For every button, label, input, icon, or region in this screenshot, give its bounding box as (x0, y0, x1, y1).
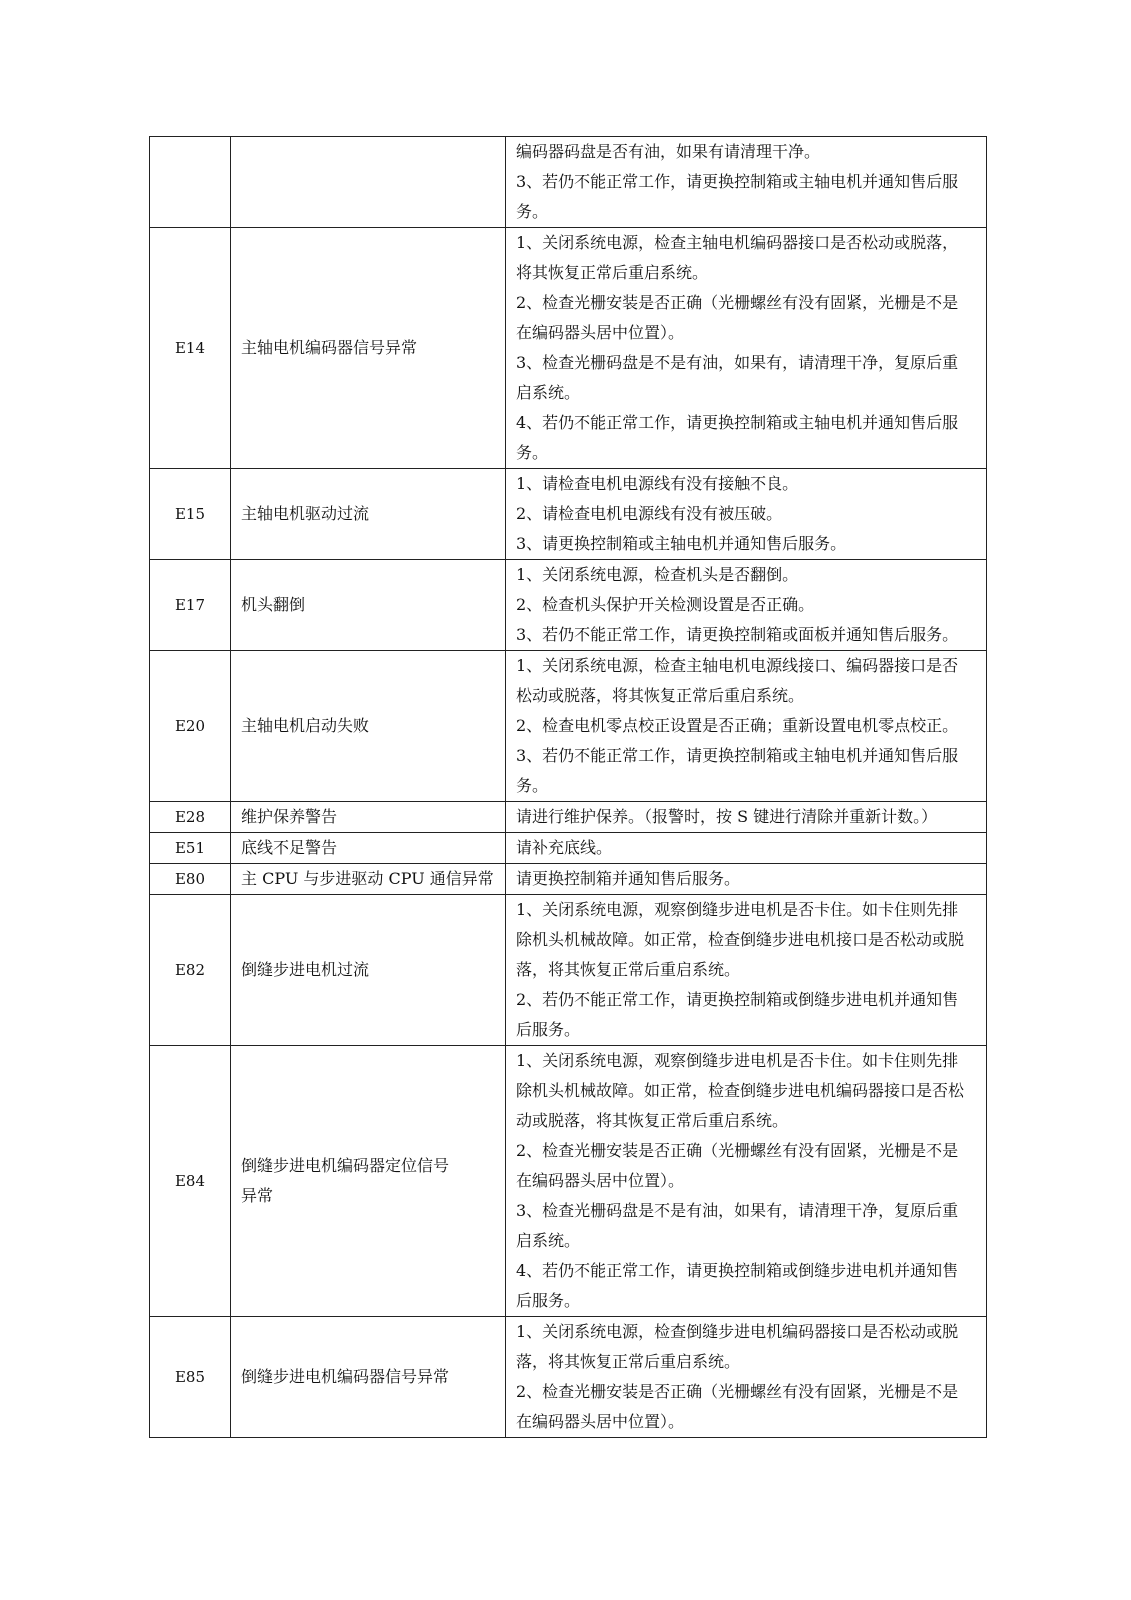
error-row (150, 469, 987, 560)
error-name-line: 主轴电机驱动过流 (241, 504, 370, 523)
solution-line: 4、若仍不能正常工作，请更换控制箱或主轴电机并通知售后服 (516, 413, 959, 432)
solution-line: 1、关闭系统电源，检查倒缝步进电机编码器接口是否松动或脱 (516, 1322, 959, 1341)
solution-line: 1、关闭系统电源，检查机头是否翻倒。 (516, 565, 799, 584)
solution-line: 2、检查机头保护开关检测设置是否正确。 (516, 595, 815, 614)
error-row (150, 137, 987, 228)
solution-line: 请进行维护保养。（报警时，按 S 键进行清除并重新计数。） (516, 807, 938, 826)
error-solution-cell (506, 469, 987, 560)
error-code-table (149, 136, 987, 1438)
solution-line: 编码器码盘是否有油，如果有请清理干净。 (516, 142, 821, 161)
error-name-line: 主轴电机编码器信号异常 (241, 338, 418, 357)
error-row (150, 802, 987, 833)
solution-line: 后服务。 (516, 1020, 581, 1039)
solution-line: 启系统。 (516, 383, 581, 402)
solution-line: 除机头机械故障。如正常，检查倒缝步进电机接口是否松动或脱 (516, 930, 965, 949)
error-name-line: 倒缝步进电机编码器定位信号 (241, 1156, 450, 1175)
error-solution-cell (506, 560, 987, 651)
error-solution-cell (506, 228, 987, 469)
error-row (150, 864, 987, 895)
error-code-cell: E14 (150, 228, 231, 469)
error-name-cell (231, 560, 506, 651)
error-name-cell (231, 864, 506, 895)
error-name-line: 主 CPU 与步进驱动 CPU 通信异常 (241, 869, 494, 888)
solution-line: 在编码器头居中位置）。 (516, 323, 685, 342)
error-name-line: 机头翻倒 (241, 595, 306, 614)
error-name-line: 维护保养警告 (241, 807, 338, 826)
solution-line: 2、检查光栅安装是否正确（光栅螺丝有没有固紧，光栅是不是 (516, 293, 959, 312)
solution-line: 3、若仍不能正常工作，请更换控制箱或面板并通知售后服务。 (516, 625, 959, 644)
error-name-cell (231, 137, 506, 228)
error-code-cell: E82 (150, 895, 231, 1046)
solution-line: 落，将其恢复正常后重启系统。 (516, 1352, 741, 1371)
error-solution-cell (506, 802, 987, 833)
error-name-cell (231, 1046, 506, 1317)
error-solution-cell (506, 651, 987, 802)
error-code-cell: E84 (150, 1046, 231, 1317)
error-name-cell (231, 228, 506, 469)
solution-line: 2、检查光栅安装是否正确（光栅螺丝有没有固紧，光栅是不是 (516, 1141, 959, 1160)
error-code-cell: E15 (150, 469, 231, 560)
error-name-cell (231, 651, 506, 802)
solution-line: 3、检查光栅码盘是不是有油，如果有，请清理干净，复原后重 (516, 1201, 959, 1220)
error-code-cell: E80 (150, 864, 231, 895)
error-row (150, 895, 987, 1046)
error-name-cell (231, 833, 506, 864)
error-solution-cell (506, 1317, 987, 1438)
solution-line: 除机头机械故障。如正常，检查倒缝步进电机编码器接口是否松 (516, 1081, 965, 1100)
solution-line: 1、关闭系统电源，检查主轴电机电源线接口、编码器接口是否 (516, 656, 959, 675)
error-code-cell: E20 (150, 651, 231, 802)
solution-line: 3、检查光栅码盘是不是有油，如果有，请清理干净，复原后重 (516, 353, 959, 372)
error-name-line: 异常 (241, 1186, 274, 1205)
error-code-cell (150, 137, 231, 228)
error-code-cell: E85 (150, 1317, 231, 1438)
solution-line: 3、若仍不能正常工作，请更换控制箱或主轴电机并通知售后服 (516, 172, 959, 191)
solution-line: 4、若仍不能正常工作，请更换控制箱或倒缝步进电机并通知售 (516, 1261, 959, 1280)
error-name-line: 底线不足警告 (241, 838, 338, 857)
error-row (150, 228, 987, 469)
error-row (150, 651, 987, 802)
error-code-cell: E17 (150, 560, 231, 651)
error-solution-cell (506, 137, 987, 228)
error-row (150, 560, 987, 651)
solution-line: 1、关闭系统电源，检查主轴电机编码器接口是否松动或脱落， (516, 233, 959, 252)
solution-line: 3、若仍不能正常工作，请更换控制箱或主轴电机并通知售后服 (516, 746, 959, 765)
error-solution-cell (506, 1046, 987, 1317)
solution-line: 2、请检查电机电源线有没有被压破。 (516, 504, 783, 523)
error-name-cell (231, 469, 506, 560)
solution-line: 请更换控制箱并通知售后服务。 (516, 869, 741, 888)
solution-line: 3、请更换控制箱或主轴电机并通知售后服务。 (516, 534, 847, 553)
error-solution-cell (506, 833, 987, 864)
error-row (150, 1046, 987, 1317)
error-name-cell (231, 1317, 506, 1438)
error-solution-cell (506, 864, 987, 895)
error-solution-cell (506, 895, 987, 1046)
error-name-cell (231, 802, 506, 833)
solution-line: 在编码器头居中位置）。 (516, 1412, 685, 1431)
solution-line: 动或脱落，将其恢复正常后重启系统。 (516, 1111, 789, 1130)
solution-line: 启系统。 (516, 1231, 581, 1250)
error-row (150, 833, 987, 864)
error-row (150, 1317, 987, 1438)
solution-line: 在编码器头居中位置）。 (516, 1171, 685, 1190)
error-code-table-body (150, 137, 987, 1438)
error-name-line: 主轴电机启动失败 (241, 716, 370, 735)
error-code-cell: E28 (150, 802, 231, 833)
solution-line: 2、检查电机零点校正设置是否正确；重新设置电机零点校正。 (516, 716, 959, 735)
error-name-cell (231, 895, 506, 1046)
error-name-line: 倒缝步进电机过流 (241, 960, 370, 979)
solution-line: 后服务。 (516, 1291, 581, 1310)
solution-line: 2、若仍不能正常工作，请更换控制箱或倒缝步进电机并通知售 (516, 990, 959, 1009)
solution-line: 1、关闭系统电源，观察倒缝步进电机是否卡住。如卡住则先排 (516, 1051, 959, 1070)
solution-line: 1、关闭系统电源，观察倒缝步进电机是否卡住。如卡住则先排 (516, 900, 959, 919)
solution-line: 务。 (516, 202, 549, 221)
solution-line: 务。 (516, 776, 549, 795)
error-name-line: 倒缝步进电机编码器信号异常 (241, 1367, 450, 1386)
solution-line: 2、检查光栅安装是否正确（光栅螺丝有没有固紧，光栅是不是 (516, 1382, 959, 1401)
solution-line: 请补充底线。 (516, 838, 613, 857)
solution-line: 落，将其恢复正常后重启系统。 (516, 960, 741, 979)
solution-line: 1、请检查电机电源线有没有接触不良。 (516, 474, 799, 493)
solution-line: 将其恢复正常后重启系统。 (516, 263, 709, 282)
error-code-cell: E51 (150, 833, 231, 864)
solution-line: 松动或脱落，将其恢复正常后重启系统。 (516, 686, 805, 705)
solution-line: 务。 (516, 443, 549, 462)
